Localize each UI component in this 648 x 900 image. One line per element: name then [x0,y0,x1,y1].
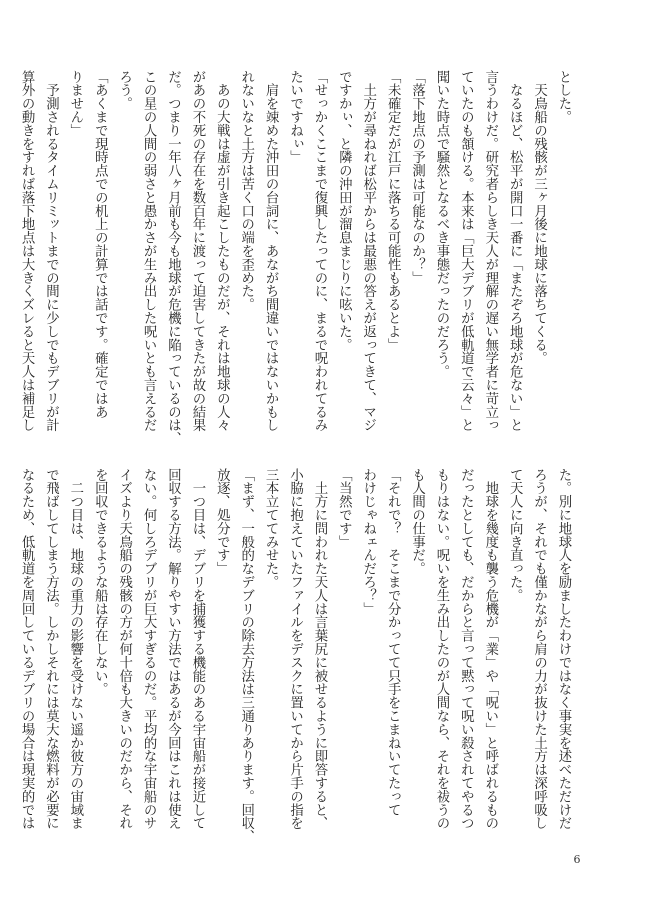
page-number: 6 [573,853,581,866]
text-line: 小脇に抱えていたファイルをデスクに置いてから片手の指を [287,468,303,830]
text-line: 「当然です」 [336,468,352,549]
text-line: ですかぃ、と隣の沖田が溜息まじりに呟いた。 [336,70,352,352]
text-line: イズより天鳥船の残骸の方が何十倍も大きいのだから、それ [116,468,132,830]
text-line: ろうが、それでも僅かながら肩の力が抜けた土方は深呼吸し [531,468,547,830]
text-line: で飛ばしてしまう方法。しかしそれには莫大な燃料が必要に [43,468,59,830]
text-line: 聞いた時点で騒然となるべき事態だったのだろう。 [433,70,449,379]
text-line: とした。 [556,70,571,124]
text-line: 土方に問われた天人は言葉尻に被せるように即答すると、 [311,468,327,830]
text-line: 「あくまで現時点での机上の計算では話です。確定ではあ [92,70,108,419]
text-line: て天人に向き直った。 [507,468,523,602]
lower-text-block [14,468,575,844]
upper-text-block [14,70,575,446]
text-line: 言うわけだ。研究者らしき天人が理解の遅い無学者に苛立っ [482,70,498,432]
text-line: 「まず、一般的なデブリの除去方法は三通りあります。回収、 [238,468,254,844]
text-line: 肩を竦めた沖田の台詞に、あながち間違いではないかもし [263,70,279,432]
text-line: だ。つまり一年八ヶ月前も今も地球が危機に陥っているのは、 [165,70,181,446]
text-line: れないなと土方は苦く口の端を歪めた。 [238,70,254,312]
text-line: 二つ目は、地球の重力の影響を受けない遥か彼方の宙域ま [67,468,83,830]
text-line: 地球を幾度も襲う危機が「業」や「呪い」と呼ばれるもの [482,468,498,830]
text-line: なるほど、松平が開口一番に「またぞろ地球が危ない」と [507,70,523,432]
text-line: ない。何しろデブリが巨大すぎるのだ。平均的な宇宙船のサ [141,468,157,830]
text-line: 天鳥船の残骸が三ヶ月後に地球に落ちてくる。 [531,70,547,365]
text-line: わけじゃねェんだろ？」 [360,468,376,616]
text-line: 一つ目は、デブリを捕獲する機能のある宇宙船が接近して [189,468,205,830]
text-line: 「未確定だが江戸に落ちる可能性もあるとよ」 [385,70,401,352]
text-line: 回収する方法。解りやすい方法ではあるが今回はこれは使え [165,468,181,830]
text-line: りません」 [67,70,83,137]
text-line: 土方が尋ねれば松平からは最悪の答えが返ってきて、マジ [360,70,376,432]
text-line: ろう。 [116,70,132,111]
text-line: たいですねぃ」 [287,70,303,164]
text-line: この星の人間の弱さと愚かさが生み出した呪いとも言えるだ [141,70,157,432]
text-line: 算外の動きをすれば落下地点は大きくズレると天人は補足し [19,70,35,432]
text-line: 「せっかくここまで復興したってのに、まるで呪われてるみ [311,70,327,432]
text-line: た。別に地球人を励ましたわけではなく事実を述べただけだ [556,468,571,830]
text-line: 放逐、処分です」 [214,468,230,576]
text-line: 「落下地点の予測は可能なのか？」 [409,70,425,285]
text-line: だったとしても、だからと言って黙って呪い殺されてやるつ [458,468,474,830]
text-line: 三本立ててみせた。 [263,468,279,589]
text-line: があの不死の存在を数百年に渡って迫害してきたが故の結果 [189,70,205,432]
text-line: あの大戦は虚が引き起こしたものだが、それは地球の人々 [214,70,230,432]
text-line: 予測されるタイムリミットまでの間に少しでもデブリが計 [43,70,59,432]
text-line: 「それで？ そこまで分かってて只手をこまねいてたって [385,468,401,817]
text-line: を回収できるような船は存在しない。 [92,468,108,696]
text-line: なるため、低軌道を周回しているデブリの場合は現実的では [19,468,35,830]
text-line: もりはない。呪いを生み出したのが人間なら、それを祓うの [433,468,449,830]
text-line: ていたのも頷ける。本来は「巨大デブリが低軌道で云々」と [458,70,474,432]
text-line: も人間の仕事だ。 [409,468,425,576]
